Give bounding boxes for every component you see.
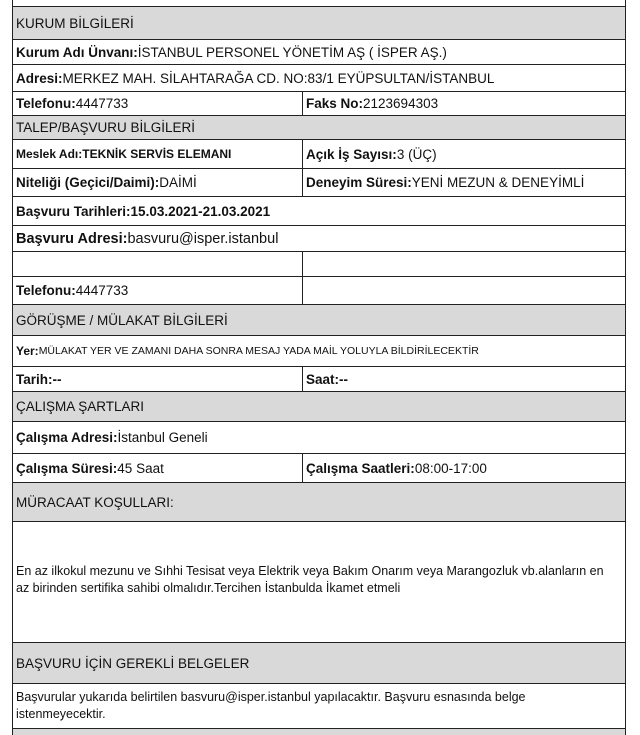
section-title: BAŞVURU İÇİN GEREKLİ BELGELER xyxy=(16,655,250,671)
basvuru-tarih-field xyxy=(13,197,270,225)
deneyim-field xyxy=(303,169,625,196)
talep-tarih-row xyxy=(13,197,625,226)
gorusme-tarih-field xyxy=(13,367,303,391)
field-value: 2123694303 xyxy=(363,96,439,111)
empty-cell xyxy=(13,252,303,276)
field-label: Çalışma Adresi: xyxy=(16,430,118,445)
field-label: Yer: xyxy=(16,344,39,358)
section-header-talep xyxy=(13,116,625,140)
field-label: Başvuru Tarihleri: xyxy=(16,203,131,219)
empty-cell xyxy=(303,277,625,304)
field-value: İSTANBUL PERSONEL YÖNETİM AŞ ( İSPER AŞ.) xyxy=(137,44,447,60)
muracaat-text: En az ilkokul mezunu ve Sıhhi Tesisat veya Elektrik veya Bakım Onarım veya Marangozluk vb.alanların en az birinden sertifika sahibi olmalıdır.Tercihen İstanbulda İkamet etmeli xyxy=(16,564,604,595)
section-title: GÖRÜŞME / MÜLAKAT BİLGİLERİ xyxy=(16,312,228,328)
field-label: Telefonu: xyxy=(16,96,76,111)
section-title: TALEP/BAŞVURU BİLGİLERİ xyxy=(16,120,196,135)
calisma-sure-row xyxy=(13,454,625,483)
basvuru-adres-field xyxy=(13,226,278,251)
field-value: İstanbul Geneli xyxy=(117,430,208,445)
field-label: Telefonu: xyxy=(16,283,76,298)
talep-empty-row xyxy=(13,252,625,277)
section-header-gorusme xyxy=(13,305,625,336)
calisma-saat-field xyxy=(303,454,625,482)
empty-cell xyxy=(303,252,625,276)
field-value: TEKNİK SERVİS ELEMANI xyxy=(82,147,232,161)
muracaat-body xyxy=(13,522,625,643)
field-label: Niteliği (Geçici/Daimi): xyxy=(16,175,160,190)
field-value: 45 Saat xyxy=(117,460,164,476)
field-label: Deneyim Süresi: xyxy=(306,175,412,190)
field-label: Açık İş Sayısı: xyxy=(306,146,397,162)
nitelik-field xyxy=(13,169,303,196)
talep-adres-row xyxy=(13,226,625,252)
gorusme-yer-row xyxy=(13,336,625,367)
section-header-kurum xyxy=(13,6,625,40)
field-value: 4447733 xyxy=(75,96,129,111)
yer-field xyxy=(13,336,479,366)
field-value: YENİ MEZUN & DENEYİMLİ xyxy=(411,175,585,190)
acik-is-field xyxy=(303,140,625,168)
calisma-adres-field xyxy=(13,422,208,453)
calisma-sure-field xyxy=(13,454,303,482)
kurum-adres-field xyxy=(13,65,494,91)
field-label: Faks No: xyxy=(306,96,364,111)
field-label: Başvuru Adresi: xyxy=(16,230,128,247)
talep-telefon-row xyxy=(13,277,625,305)
kurum-ad-row xyxy=(13,40,625,65)
meslek-field xyxy=(13,140,303,168)
field-value: 15.03.2021-21.03.2021 xyxy=(130,203,271,219)
gorusme-saat-field xyxy=(303,367,625,391)
kurum-faks-field xyxy=(303,92,625,115)
kurum-telefon-row xyxy=(13,92,625,116)
field-label: Meslek Adı: xyxy=(16,147,83,161)
talep-meslek-row xyxy=(13,140,625,169)
talep-telefon-field xyxy=(13,277,303,304)
field-label: Çalışma Süresi: xyxy=(16,460,118,476)
field-value: 4447733 xyxy=(75,283,129,298)
field-label: Tarih:-- xyxy=(16,371,62,387)
section-header-muracaat xyxy=(13,483,625,522)
field-value: 3 (ÜÇ) xyxy=(396,146,437,162)
section-title: MÜRACAAT KOŞULLARI: xyxy=(16,494,174,510)
belgeler-text: Başvurular yukarıda belirtilen basvuru@isper.istanbul yapılacaktır. Başvuru esnasında belge istenmeyecektir. xyxy=(16,690,526,721)
kurum-adres-row xyxy=(13,65,625,92)
job-posting-form xyxy=(12,0,626,735)
section-title: KURUM BİLGİLERİ xyxy=(16,15,134,31)
field-value: basvuru@isper.istanbul xyxy=(127,230,279,247)
field-label: Saat:-- xyxy=(306,371,349,387)
field-label: Adresi: xyxy=(16,70,63,86)
field-value: DAİMİ xyxy=(159,175,197,190)
kurum-ad-field xyxy=(13,40,447,64)
field-label: Çalışma Saatleri: xyxy=(306,460,415,476)
belgeler-body xyxy=(13,684,625,729)
field-value: 08:00-17:00 xyxy=(414,460,487,476)
section-title: ÇALIŞMA ŞARTLARI xyxy=(16,399,145,414)
talep-nitelik-row xyxy=(13,169,625,197)
field-label: Kurum Adı Ünvanı: xyxy=(16,44,138,60)
gorusme-tarih-row xyxy=(13,367,625,392)
section-header-calisma xyxy=(13,392,625,422)
field-value: MERKEZ MAH. SİLAHTARAĞA CD. NO:83/1 EYÜPSULTAN/İSTANBUL xyxy=(62,70,495,86)
calisma-adres-row xyxy=(13,422,625,454)
section-header-belgeler xyxy=(13,643,625,684)
field-value: MÜLAKAT YER VE ZAMANI DAHA SONRA MESAJ YADA MAİL YOLUYLA BİLDİRİLECEKTİR xyxy=(38,345,479,357)
kurum-telefon-field xyxy=(13,92,303,115)
next-section-edge xyxy=(13,729,625,735)
